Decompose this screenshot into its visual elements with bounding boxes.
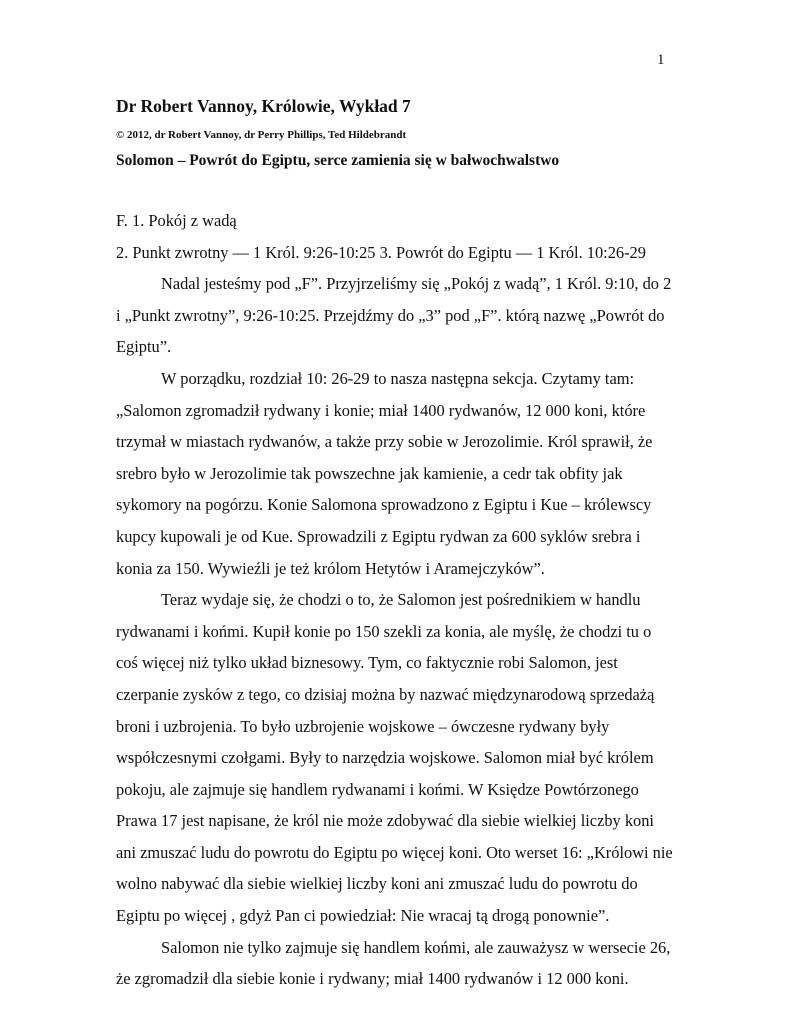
page-number: 1 bbox=[657, 52, 665, 68]
paragraph-3: Teraz wydaje się, że chodzi o to, że Salomon jest pośrednikiem w handlu rydwanami i końmi. Kupił konie po 150 szekli za konia, ale myślę, że chodzi tu o coś więcej niż tylko układ biznesowy. Tym, co faktycznie robi Salomon, jest czerpanie zysków z tego, co dzisiaj można by nazwać międzynarodową sprzedażą broni i uzbrojenia. To było uzbrojenie wojskowe – ówczesne rydwany były współczesnymi czołgami. Były to narzędzia wojskowe. Salomon miał być królem pokoju, ale zajmuje się handlem rydwanami i końmi. W Księdze Powtórzonego Prawa 17 jest napisane, że król nie może zdobywać dla siebie wielkiej liczby koni ani zmuszać ludu do powrotu do Egiptu po więcej koni. Oto werset 16: „Królowi nie wolno nabywać dla siebie wielkiej liczby koni ani zmuszać ludu do powrotu do Egiptu po więcej , gdyż Pan ci powiedział: Nie wracaj tą drogą ponownie”. bbox=[116, 590, 673, 926]
outline-line-1: F. 1. Pokój z wadą bbox=[116, 211, 237, 230]
lecture-title: Dr Robert Vannoy, Królowie, Wykład 7 bbox=[116, 96, 411, 116]
lecture-subtitle: Solomon – Powrót do Egiptu, serce zamienia się w bałwochwalstwo bbox=[116, 152, 560, 169]
body-text bbox=[116, 205, 676, 995]
paragraph-2: W porządku, rozdział 10: 26-29 to nasza następna sekcja. Czytamy tam: „Salomon zgromadził rydwany i konie; miał 1400 rydwanów, 12 000 koni, które trzymał w miastach rydwanów, a także przy sobie w Jerozolimie. Król sprawił, że srebro było w Jerozolimie tak powszechne jak kamienie, a cedr tak obfity jak sykomory na pogórzu. Konie Salomona sprowadzono z Egiptu i Kue – królewscy kupcy kupowali je od Kue. Sprowadzili z Egiptu rydwan za 600 syklów srebra i konia za 150. Wywieźli je też królom Hetytów i Aramejczyków”. bbox=[116, 368, 653, 578]
paragraph-4: Salomon nie tylko zajmuje się handlem końmi, ale zauważysz w wersecie 26, że zgromadził dla siebie konie i rydwany; miał 1400 rydwanów i 12 000 koni. bbox=[116, 937, 671, 989]
copyright-line: © 2012, dr Robert Vannoy, dr Perry Phillips, Ted Hildebrandt bbox=[116, 129, 407, 141]
outline-line-2: 2. Punkt zwrotny — 1 Król. 9:26-10:25 3. Powrót do Egiptu — 1 Król. 10:26-29 bbox=[116, 242, 646, 262]
paragraph-1: Nadal jesteśmy pod „F”. Przyjrzeliśmy się „Pokój z wadą”, 1 Król. 9:10, do 2 i „Punkt zwrotny”, 9:26-10:25. Przejdźmy do „3” pod „F”. którą nazwę „Powrót do Egiptu”. bbox=[116, 274, 672, 357]
